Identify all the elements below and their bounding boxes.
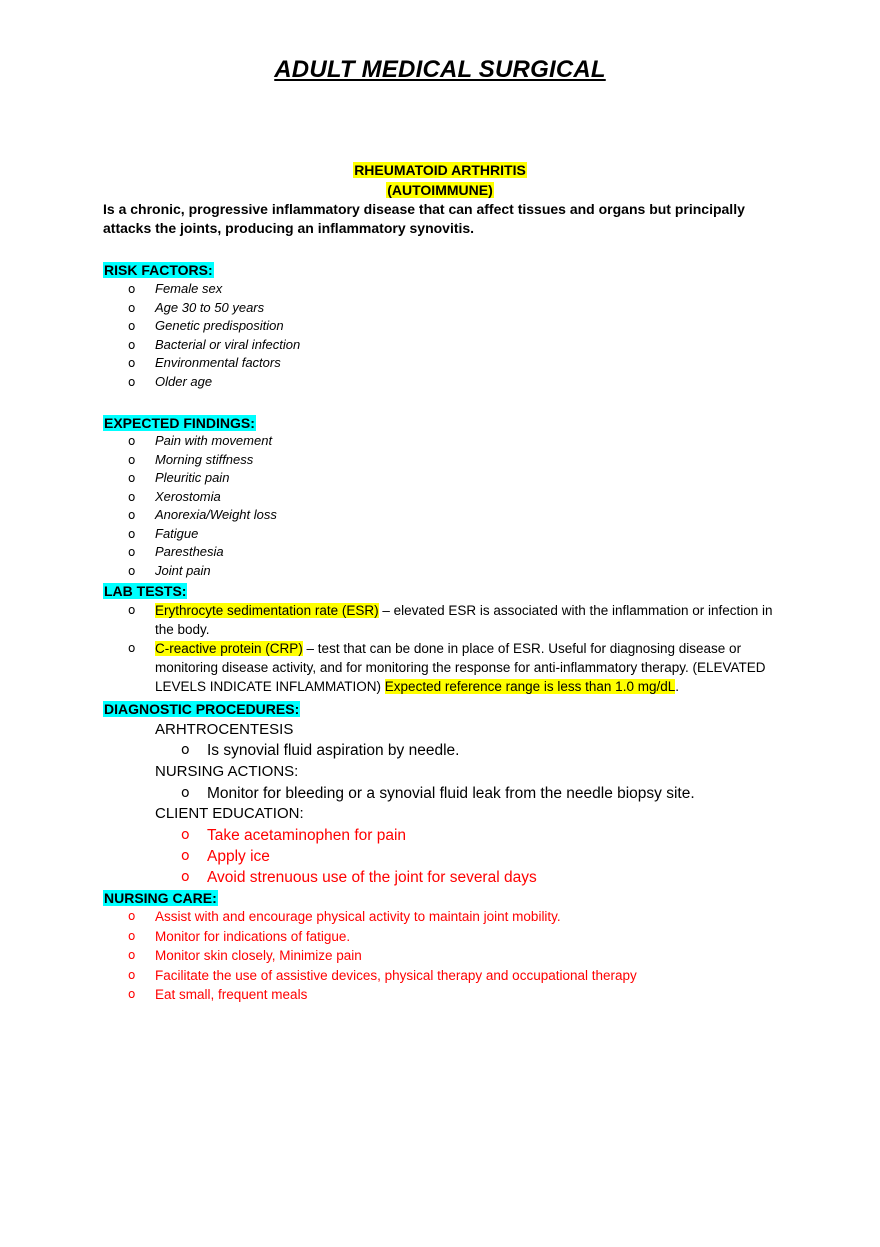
- bullet-icon: o: [128, 603, 136, 617]
- list-item: o Older age: [0, 373, 300, 392]
- topic-subtitle: [0, 181, 880, 199]
- bullet-icon: o: [128, 508, 136, 522]
- bullet-icon: o: [181, 785, 190, 801]
- list-item: o Avoid strenuous use of the joint for several days: [181, 869, 537, 886]
- list-item: o Environmental factors: [0, 354, 300, 373]
- topic-title: [0, 161, 880, 179]
- document-title: ADULT MEDICAL SURGICAL: [274, 56, 606, 83]
- list-item: o Pain with movement: [0, 432, 277, 451]
- bullet-icon: o: [128, 452, 136, 467]
- client-education-label: CLIENT EDUCATION:: [155, 805, 304, 822]
- crp-name: C-reactive protein (CRP): [155, 641, 303, 656]
- bullet-icon: o: [128, 909, 136, 923]
- bullet-icon: o: [181, 827, 190, 843]
- bullet-icon: o: [128, 563, 136, 578]
- procedure-name: ARHTROCENTESIS: [155, 721, 294, 738]
- crp-description: – test that can be done in place of ESR. Useful for diagnosing disease or monitoring disease activity, and for monitoring the response for anti-inflammatory therapy. (ELEVATED LEVELS INDICATE INFLAMMATION): [155, 641, 766, 694]
- bullet-icon: o: [128, 471, 136, 485]
- bullet-icon: o: [128, 300, 136, 315]
- list-item: o Eat small, frequent meals: [0, 985, 637, 1005]
- lab-tests-list: [0, 601, 795, 696]
- list-item: o Paresthesia: [0, 543, 277, 562]
- list-item: o Apply ice: [181, 848, 270, 865]
- nursing-care-heading: NURSING CARE:: [104, 890, 217, 906]
- bullet-icon: o: [128, 434, 136, 448]
- bullet-icon: o: [181, 869, 190, 885]
- bullet-icon: o: [181, 848, 190, 864]
- diagnostic-procedures-heading: DIAGNOSTIC PROCEDURES:: [104, 701, 300, 717]
- bullet-icon: o: [128, 545, 136, 559]
- bullet-icon: o: [128, 356, 136, 370]
- bullet-icon: o: [128, 928, 136, 943]
- list-item: o Joint pain: [0, 562, 277, 581]
- bullet-icon: o: [128, 967, 136, 982]
- bullet-icon: o: [128, 641, 136, 655]
- bullet-icon: o: [128, 282, 136, 296]
- list-item: o Take acetaminophen for pain: [181, 827, 407, 844]
- bullet-icon: o: [128, 337, 136, 352]
- expected-findings-list: [0, 432, 277, 580]
- nursing-care-list: [0, 907, 637, 1005]
- topic-definition: Is a chronic, progressive inflammatory disease that can affect tissues and organs but principally attacks the joints, producing an inflammatory synovitis.: [103, 201, 745, 236]
- list-item: o Assist with and encourage physical activity to maintain joint mobility.: [0, 907, 637, 927]
- list-item: o Morning stiffness: [0, 451, 277, 470]
- lab-test-crp: o C-reactive protein (CRP) – test that can be done in place of ESR. Useful for diagnosing disease or monitoring disease activity, and for monitoring the response for anti-inflammatory therapy. (ELEVATED LEVELS INDICATE INFLAMMATION) Expected reference range is less than 1.0 mg/dL.: [128, 641, 766, 694]
- bullet-icon: o: [128, 526, 136, 541]
- bullet-icon: o: [128, 374, 136, 389]
- bullet-icon: o: [128, 489, 136, 504]
- esr-name: Erythrocyte sedimentation rate (ESR): [155, 603, 379, 618]
- list-item: o Age 30 to 50 years: [0, 299, 300, 318]
- crp-reference-range: Expected reference range is less than 1.0 mg/dL: [384, 679, 676, 694]
- list-item: o Anorexia/Weight loss: [0, 506, 277, 525]
- procedure-description-list: [0, 740, 459, 761]
- topic-name: RHEUMATOID ARTHRITIS: [354, 162, 526, 178]
- bullet-icon: o: [128, 319, 136, 333]
- lab-tests-heading: LAB TESTS:: [104, 583, 187, 599]
- list-item: o Bacterial or viral infection: [0, 336, 300, 355]
- list-item: o Fatigue: [0, 525, 277, 544]
- bullet-icon: o: [128, 948, 136, 963]
- risk-factors-list: [0, 280, 300, 391]
- bullet-icon: o: [181, 742, 190, 758]
- list-item: o Monitor for bleeding or a synovial fluid leak from the needle biopsy site.: [181, 785, 695, 802]
- lab-test-esr: [0, 601, 795, 639]
- risk-factors-heading: RISK FACTORS:: [104, 262, 213, 278]
- list-item: o Xerostomia: [0, 488, 277, 507]
- list-item: o Genetic predisposition: [0, 317, 300, 336]
- nursing-actions-label: NURSING ACTIONS:: [155, 763, 299, 780]
- nursing-actions-list: [0, 783, 695, 804]
- bullet-icon: o: [128, 987, 136, 1002]
- client-education-list: [0, 825, 537, 888]
- list-item: o Monitor skin closely, Minimize pain: [0, 946, 637, 966]
- list-item: o Is synovial fluid aspiration by needle.: [181, 742, 460, 759]
- esr-description: – elevated ESR is associated with the inflammation or infection in the body.: [155, 603, 773, 637]
- expected-findings-heading: EXPECTED FINDINGS:: [104, 415, 255, 431]
- list-item: o Facilitate the use of assistive devices, physical therapy and occupational therapy: [0, 966, 637, 986]
- list-item: o Monitor for indications of fatigue.: [0, 927, 637, 947]
- topic-type: (AUTOIMMUNE): [387, 182, 493, 198]
- list-item: o Pleuritic pain: [0, 469, 277, 488]
- list-item: o Female sex: [0, 280, 300, 299]
